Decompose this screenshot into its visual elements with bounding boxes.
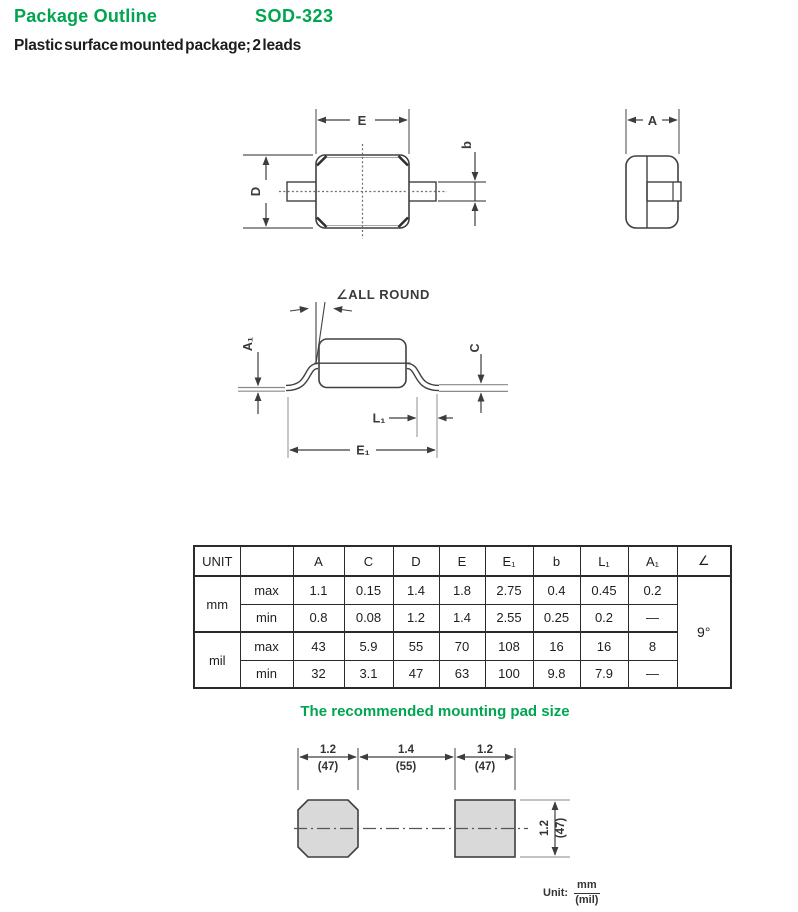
dim-label-A: A (647, 113, 658, 128)
dimension-table (193, 545, 732, 689)
header-unit: UNIT (194, 546, 240, 576)
unit-fraction (574, 879, 600, 906)
value-cell: 5.9 (344, 632, 393, 660)
value-cell: 1.2 (393, 604, 439, 632)
all-round-label: ∠ALL ROUND (336, 287, 430, 302)
value-cell: 0.8 (293, 604, 344, 632)
header-A: A (293, 546, 344, 576)
pad-dim-1-mm: 1.2 (320, 744, 336, 756)
dim-label-E: E (357, 113, 367, 128)
unit-mm: mm (574, 879, 600, 894)
header-D: D (393, 546, 439, 576)
value-cell: 0.25 (533, 604, 580, 632)
unit-note (543, 879, 600, 906)
value-cell: 9.8 (533, 660, 580, 688)
table-row-mm-min (194, 604, 731, 632)
value-cell: 55 (393, 632, 439, 660)
angle-value: 9° (677, 576, 731, 688)
value-cell: 32 (293, 660, 344, 688)
page-title: Package Outline (14, 6, 158, 26)
value-cell: — (628, 604, 677, 632)
value-cell: 1.4 (393, 576, 439, 604)
dim-label-D: D (248, 186, 263, 197)
dim-label-b: b (459, 141, 474, 149)
limit-cell: min (240, 604, 293, 632)
value-cell: 63 (439, 660, 485, 688)
unit-mm: mm (194, 576, 240, 632)
value-cell: 1.1 (293, 576, 344, 604)
package-description: Plastic surface mounted package; 2 leads (14, 37, 302, 54)
value-cell: 2.75 (485, 576, 533, 604)
lead-end-view (647, 182, 681, 201)
value-cell: 70 (439, 632, 485, 660)
pad-dim-2-mm: 1.4 (398, 744, 414, 756)
pad-vdim-mil: (47) (555, 817, 567, 839)
value-cell: 0.4 (533, 576, 580, 604)
value-cell: 108 (485, 632, 533, 660)
unit-mil: mil (194, 632, 240, 688)
pad-vdim-mm: 1.2 (539, 820, 551, 836)
value-cell: 2.55 (485, 604, 533, 632)
limit-cell: max (240, 576, 293, 604)
table-header-row (194, 546, 731, 576)
unit-mil: (mil) (575, 893, 599, 906)
value-cell: 0.2 (628, 576, 677, 604)
value-cell: 0.08 (344, 604, 393, 632)
mounting-pad-title: The recommended mounting pad size (300, 703, 570, 720)
dim-label-L1: L₁ (372, 411, 386, 426)
figure-package-side-view (230, 280, 510, 475)
unit-note-label: Unit: (543, 886, 569, 899)
header-E1: E₁ (485, 546, 533, 576)
value-cell: 0.2 (580, 604, 628, 632)
value-cell: 16 (533, 632, 580, 660)
value-cell: 1.8 (439, 576, 485, 604)
value-cell: 0.15 (344, 576, 393, 604)
value-cell: 47 (393, 660, 439, 688)
pad-dim-1-mil: (47) (317, 761, 339, 773)
limit-cell: min (240, 660, 293, 688)
table-row-mil-max (194, 632, 731, 660)
dim-label-C: C (468, 343, 482, 353)
package-code: SOD-323 (255, 6, 334, 26)
dim-label-A1: A₁ (241, 336, 255, 352)
value-cell: 8 (628, 632, 677, 660)
value-cell: 3.1 (344, 660, 393, 688)
header-A1: A₁ (628, 546, 677, 576)
figure-package-top-and-end-view (230, 95, 730, 270)
header-angle: ∠ (677, 546, 731, 576)
table-row-mm-max (194, 576, 731, 604)
value-cell: 43 (293, 632, 344, 660)
table-row-mil-min (194, 660, 731, 688)
header-L1: L₁ (580, 546, 628, 576)
value-cell: 100 (485, 660, 533, 688)
dim-label-E1: E₁ (356, 443, 370, 458)
value-cell: — (628, 660, 677, 688)
value-cell: 0.45 (580, 576, 628, 604)
value-cell: 7.9 (580, 660, 628, 688)
header-E: E (439, 546, 485, 576)
value-cell: 16 (580, 632, 628, 660)
value-cell: 1.4 (439, 604, 485, 632)
pad-dim-3-mm: 1.2 (477, 744, 493, 756)
limit-cell: max (240, 632, 293, 660)
header-C: C (344, 546, 393, 576)
pad-dim-2-mil: (55) (395, 761, 417, 773)
header-blank (240, 546, 293, 576)
header-b: b (533, 546, 580, 576)
pad-dim-3-mil: (47) (474, 761, 496, 773)
